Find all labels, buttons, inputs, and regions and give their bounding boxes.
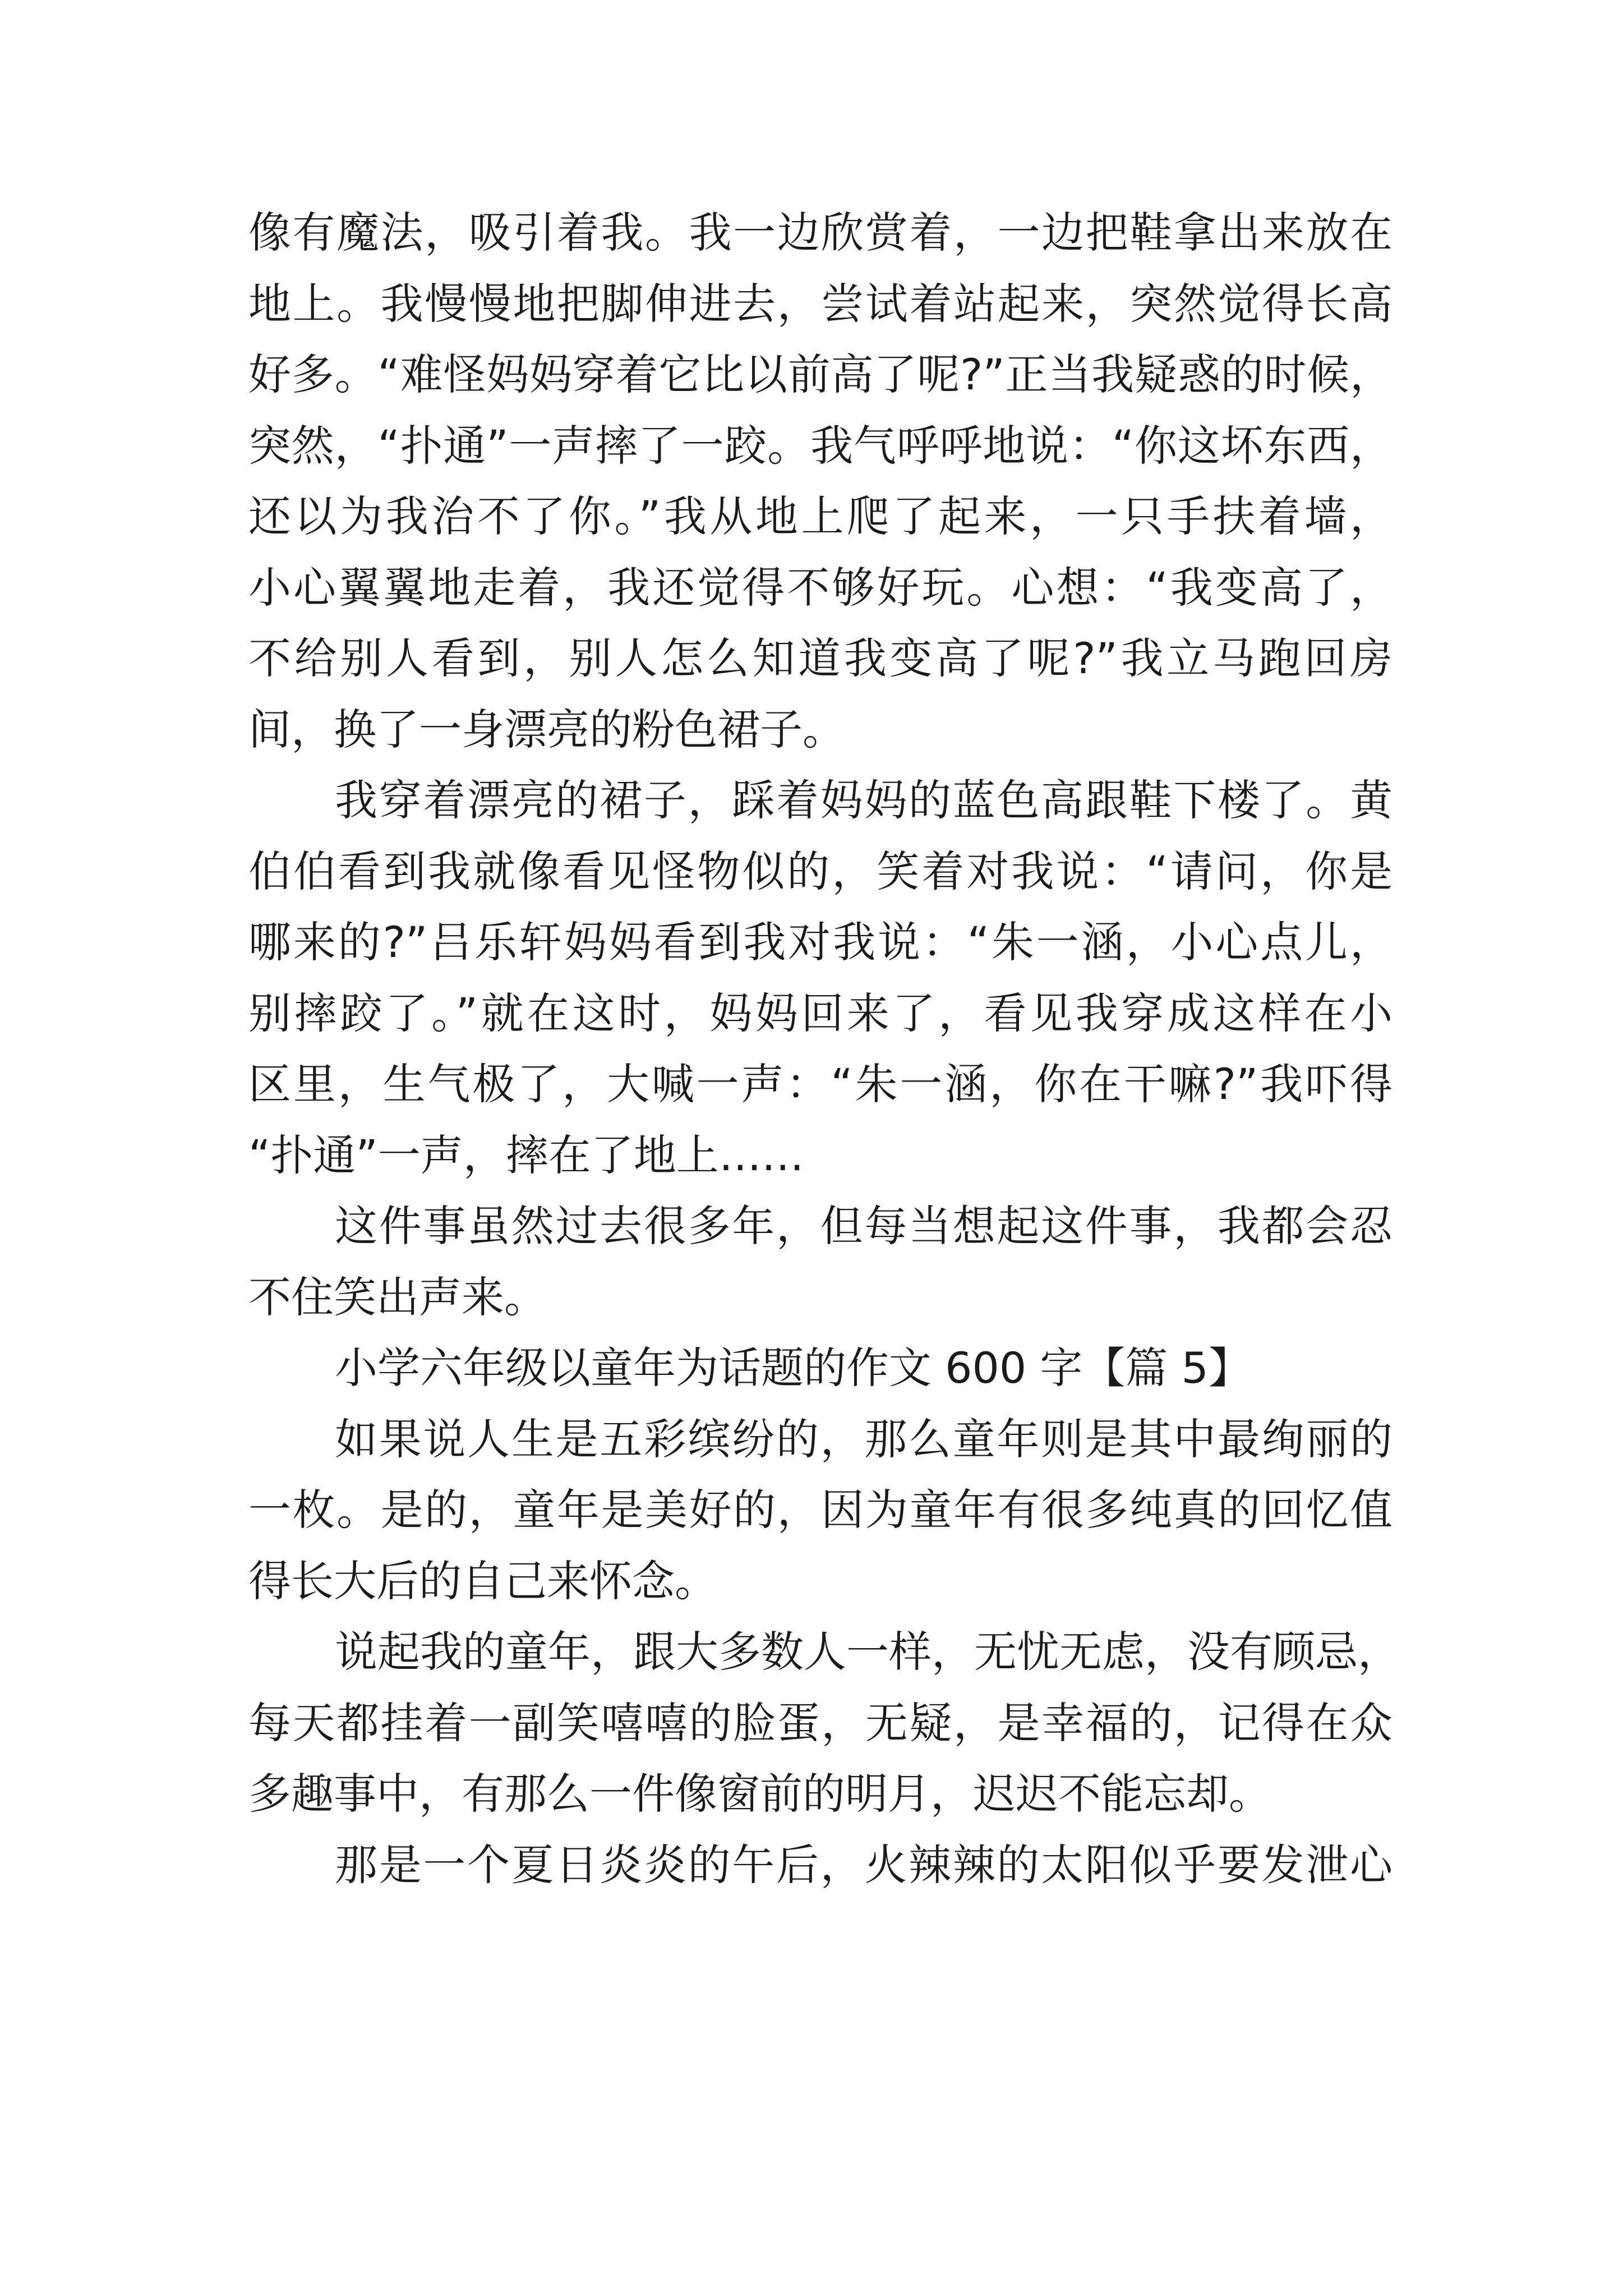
text-line: 区里，生气极了，大喊一声：“朱一涵，你在干嘛?”我吓得 (248, 1059, 1393, 1109)
section-heading: 小学六年级以童年为话题的作文 600 字【篇 5】 (335, 1343, 1251, 1393)
text-line: 得长大后的自己来怀念。 (248, 1556, 717, 1606)
text-line: “扑通”一声，摔在了地上…… (248, 1130, 804, 1180)
text-line: 伯伯看到我就像看见怪物似的，笑着对我说：“请问，你是 (248, 846, 1393, 896)
paragraph-start-line: 那是一个夏日炎炎的午后，火辣辣的太阳似乎要发泄心 (335, 1839, 1393, 1890)
text-line: 突然，“扑通”一声摔了一跤。我气呼呼地说：“你这坏东西， (248, 420, 1393, 471)
text-line: 一枚。是的，童年是美好的，因为童年有很多纯真的回忆值 (248, 1485, 1393, 1535)
text-line: 不住笑出声来。 (248, 1272, 547, 1322)
text-line: 还以为我治不了你。”我从地上爬了起来，一只手扶着墙， (248, 491, 1393, 541)
text-line: 哪来的?”吕乐轩妈妈看到我对我说：“朱一涵，小心点儿， (248, 917, 1393, 967)
text-line: 小心翼翼地走着，我还觉得不够好玩。心想：“我变高了， (248, 562, 1393, 613)
text-line: 每天都挂着一副笑嘻嘻的脸蛋，无疑，是幸福的，记得在众 (248, 1697, 1393, 1748)
paragraph-start-line: 如果说人生是五彩缤纷的，那么童年则是其中最绚丽的 (335, 1414, 1393, 1464)
text-line: 间，换了一身漂亮的粉色裙子。 (248, 704, 845, 754)
text-line: 不给别人看到，别人怎么知道我变高了呢?”我立马跑回房 (248, 633, 1393, 683)
text-line: 地上。我慢慢地把脚伸进去，尝试着站起来，突然觉得长高 (248, 278, 1393, 329)
paragraph-start-line: 我穿着漂亮的裙子，踩着妈妈的蓝色高跟鞋下楼了。黄 (335, 775, 1393, 825)
text-line: 好多。“难怪妈妈穿着它比以前高了呢?”正当我疑惑的时候， (248, 349, 1393, 399)
text-line: 别摔跤了。”就在这时，妈妈回来了，看见我穿成这样在小 (248, 988, 1393, 1038)
paragraph-start-line: 这件事虽然过去很多年，但每当想起这件事，我都会忍 (335, 1201, 1393, 1251)
text-line: 像有魔法，吸引着我。我一边欣赏着，一边把鞋拿出来放在 (248, 208, 1393, 257)
text-line: 多趣事中，有那么一件像窗前的明月，迟迟不能忘却。 (248, 1769, 1271, 1819)
document-body (248, 197, 1400, 1901)
paragraph-start-line: 说起我的童年，跟大多数人一样，无忧无虑，没有顾忌， (335, 1627, 1400, 1677)
